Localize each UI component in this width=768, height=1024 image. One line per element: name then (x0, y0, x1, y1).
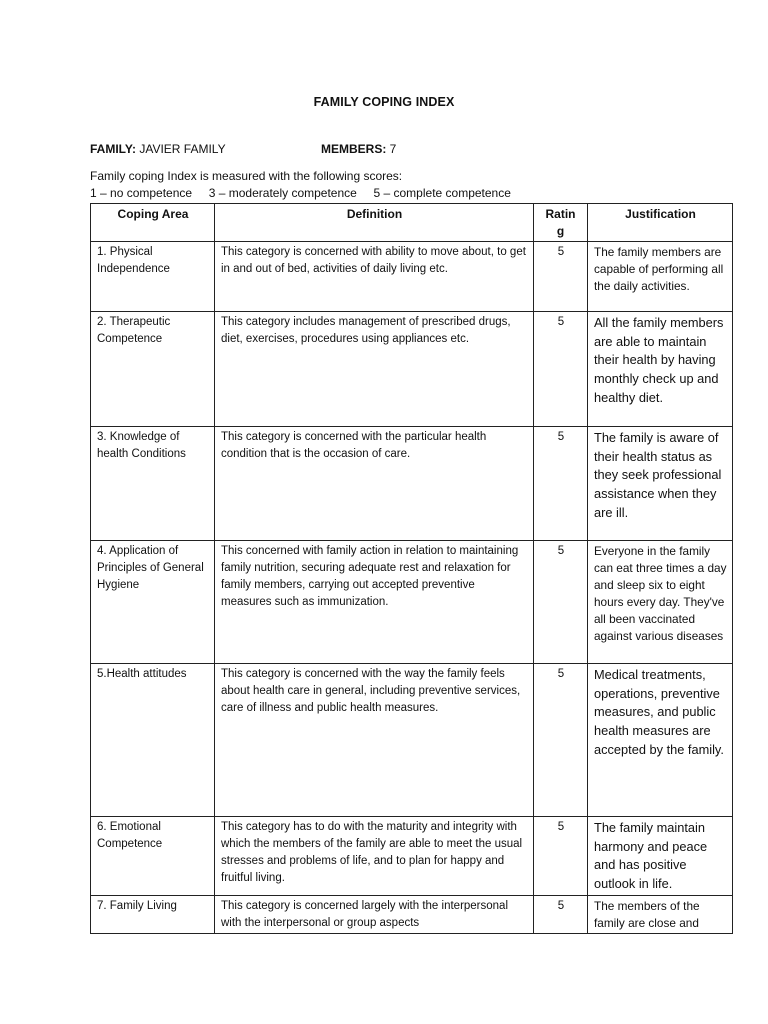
cell-area: 4. Application of Principles of General Hygiene (91, 541, 215, 664)
cell-area: 6. Emotional Competence (91, 817, 215, 896)
cell-area: 2. Therapeutic Competence (91, 312, 215, 427)
header-definition: Definition (215, 204, 534, 242)
scale-legend: 1 – no competence 3 – moderately competence 5 – complete competence (90, 186, 511, 200)
cell-justification: All the family members are able to maintain their health by having monthly check up and healthy diet. (588, 312, 733, 427)
cell-justification: The members of the family are close and (588, 895, 733, 933)
members-value: 7 (386, 142, 397, 156)
cell-justification: The family maintain harmony and peace and has positive outlook in life. (588, 817, 733, 896)
cell-rating: 5 (534, 895, 588, 933)
table-row (91, 541, 733, 664)
cell-definition: This category has to do with the maturity and integrity with which the members of the family are able to meet the usual stresses and problems of life, and to plan for happy and fruitful living. (215, 817, 534, 896)
cell-definition: This concerned with family action in relation to maintaining family nutrition, securing adequate rest and relaxation for family members, carrying out accepted preventive measures such as immunization. (215, 541, 534, 664)
cell-rating: 5 (534, 541, 588, 664)
table-row (91, 895, 733, 933)
cell-rating: 5 (534, 312, 588, 427)
table-row (91, 427, 733, 541)
cell-rating: 5 (534, 427, 588, 541)
table-row (91, 664, 733, 817)
coping-index-table (90, 203, 733, 934)
table-row (91, 312, 733, 427)
family-label: FAMILY: (90, 142, 137, 156)
table-row (91, 817, 733, 896)
cell-rating: 5 (534, 817, 588, 896)
header-justification: Justification (588, 204, 733, 242)
cell-area: 1. Physical Independence (91, 242, 215, 312)
cell-rating: 5 (534, 242, 588, 312)
cell-definition: This category includes management of prescribed drugs, diet, exercises, procedures using appliances etc. (215, 312, 534, 427)
cell-definition: This category is concerned with ability to move about, to get in and out of bed, activities of daily living etc. (215, 242, 534, 312)
cell-rating: 5 (534, 664, 588, 817)
cell-justification: Everyone in the family can eat three times a day and sleep six to eight hours every day. They've all been vaccinated against various diseases (588, 541, 733, 664)
cell-definition: This category is concerned with the way the family feels about health care in general, including preventive services, care of illness and public health measures. (215, 664, 534, 817)
cell-justification: Medical treatments, operations, preventive measures, and public health measures are accepted by the family. (588, 664, 733, 817)
header-coping-area: Coping Area (91, 204, 215, 242)
family-line (90, 142, 226, 156)
cell-area: 7. Family Living (91, 895, 215, 933)
cell-definition: This category is concerned with the particular health condition that is the occasion of care. (215, 427, 534, 541)
cell-definition: This category is concerned largely with the interpersonal with the interpersonal or group aspects (215, 895, 534, 933)
intro-text: Family coping Index is measured with the following scores: (90, 169, 403, 183)
members-line (321, 142, 396, 156)
cell-justification: The family members are capable of performing all the daily activities. (588, 242, 733, 312)
header-rating: Rating (534, 204, 588, 242)
cell-area: 5.Health attitudes (91, 664, 215, 817)
document-title: FAMILY COPING INDEX (313, 95, 455, 109)
cell-justification: The family is aware of their health status as they seek professional assistance when they are ill. (588, 427, 733, 541)
table-header-row (91, 204, 733, 242)
family-value: JAVIER FAMILY (136, 142, 226, 156)
table-row (91, 242, 733, 312)
cell-area: 3. Knowledge of health Conditions (91, 427, 215, 541)
members-label: MEMBERS: (321, 142, 387, 156)
